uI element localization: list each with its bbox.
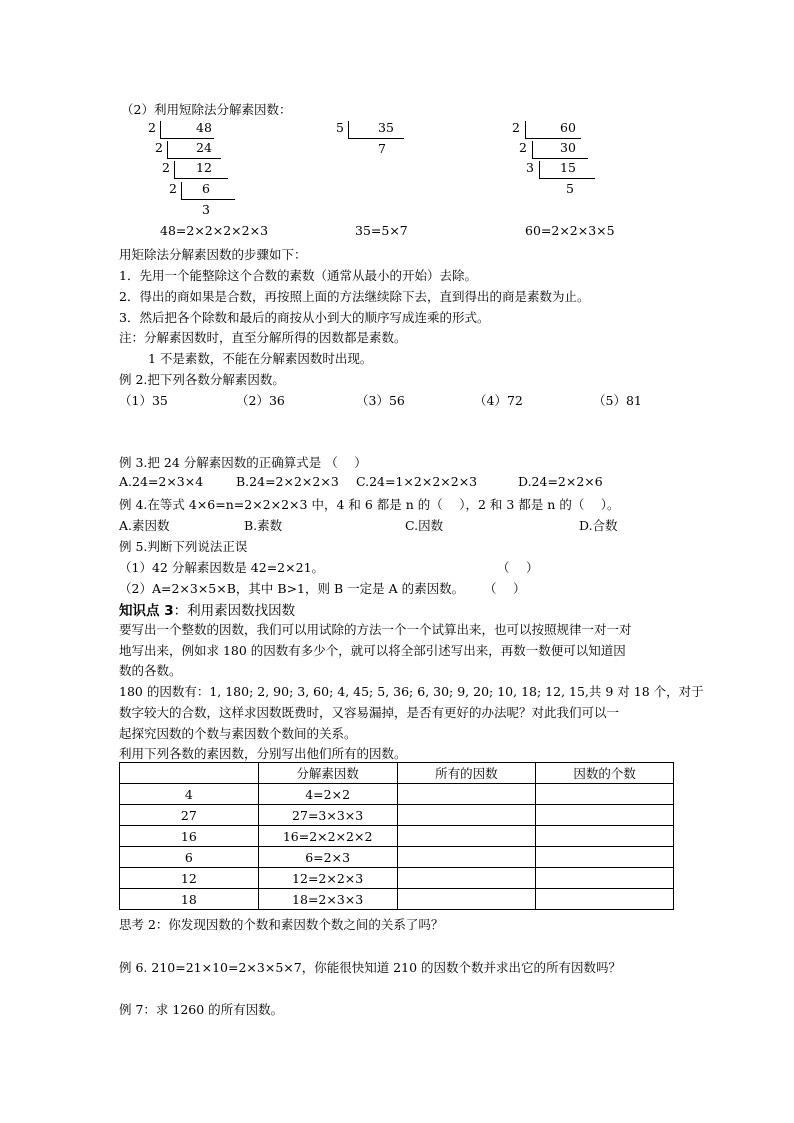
example-2-item: （3）56: [356, 393, 405, 408]
example-5-title: 例 5.判断下列说法正误: [119, 539, 248, 554]
table-cell: [536, 868, 674, 889]
table-cell: [397, 826, 536, 847]
divisor: 2: [169, 181, 177, 196]
table-row: [120, 826, 674, 847]
divisor: 5: [336, 120, 344, 135]
quotient: 12: [196, 160, 212, 175]
answer-blank: （ ）: [497, 560, 539, 575]
note-2: 1 不是素数，不能在分解素因数时出现。: [148, 351, 373, 366]
quotient: 30: [560, 140, 576, 155]
example-2-item: （5）81: [593, 393, 642, 408]
table-row: [120, 868, 674, 889]
table-cell: 18: [120, 889, 259, 910]
quotient: 60: [560, 120, 576, 135]
example-6: 例 6. 210=21×10=2×3×5×7，你能很快知道 210 的因数个数并求出它的所有因数吗？: [119, 960, 622, 975]
table-header: [120, 763, 259, 784]
table-cell: 12=2×2×3: [258, 868, 397, 889]
step-3: 3．然后把各个除数和最后的商按从小到大的顺序写成连乘的形式。: [119, 310, 490, 325]
example-5-item: （1）42 分解素因数是 42=2×21。: [119, 560, 325, 575]
quotient: 5: [566, 181, 574, 196]
table-row: [120, 847, 674, 868]
think-question: 思考 2：你发现因数的个数和素因数个数之间的关系了吗？: [119, 917, 444, 932]
example-7: 例 7：求 1260 的所有因数。: [119, 1002, 284, 1017]
table-cell: 6=2×3: [258, 847, 397, 868]
table-intro: 利用下列各数的素因数，分别写出他们所有的因数。: [119, 746, 407, 761]
example-4-option: A.素因数: [119, 518, 170, 533]
table-header: 分解素因数: [258, 763, 397, 784]
result: 35=5×7: [355, 223, 408, 238]
result: 60=2×2×3×5: [525, 223, 615, 238]
paragraph-line: 数的各数。: [119, 663, 182, 678]
table-cell: [397, 805, 536, 826]
knowledge-point-heading: [119, 599, 295, 619]
example-5-item: （2）A=2×3×5×B，其中 B>1，则 B 一定是 A 的素因数。: [119, 581, 465, 596]
step-2: 2．得出的商如果是合数，再按照上面的方法继续除下去，直到得出的商是素数为止。: [119, 289, 590, 304]
table-header-row: [120, 763, 674, 784]
note-1: 注：分解素因数时，直至分解所得的因数都是素数。: [119, 330, 407, 345]
table-cell: 4=2×2: [258, 784, 397, 805]
quotient: 24: [196, 140, 212, 155]
paragraph-line: 要写出一个整数的因数，我们可以用试除的方法一个一个试算出来，也可以按照规律一对一对: [119, 622, 632, 637]
example-2-title: 例 2.把下列各数分解素因数。: [119, 372, 285, 387]
example-4-title: 例 4.在等式 4×6=n=2×2×2×3 中，4 和 6 都是 n 的（ ），2 和 3 都是 n 的（ ）。: [119, 497, 620, 512]
answer-blank: （ ）: [484, 581, 526, 596]
table-cell: [397, 889, 536, 910]
table-cell: 6: [120, 847, 259, 868]
example-4-option: C.因数: [405, 518, 444, 533]
table-cell: [397, 784, 536, 805]
section-title: （2）利用短除法分解素因数：: [121, 102, 292, 117]
table-cell: 27=3×3×3: [258, 805, 397, 826]
step-1: 1．先用一个能整除这个合数的素数（通常从最小的开始）去除。: [119, 268, 477, 283]
knowledge-point-label: 知识点 3: [119, 603, 174, 619]
quotient: 48: [196, 120, 212, 135]
example-2-item: （2）36: [236, 393, 285, 408]
example-3-title: 例 3.把 24 分解素因数的正确算式是 （ ）: [119, 455, 367, 470]
divisor: 2: [512, 120, 520, 135]
quotient: 15: [560, 160, 576, 175]
example-3-option: D.24=2×2×6: [518, 474, 603, 489]
table-cell: [536, 805, 674, 826]
quotient: 3: [202, 202, 210, 217]
example-3-option: B.24=2×2×2×3: [236, 474, 339, 489]
table-cell: [536, 826, 674, 847]
divisor: 2: [162, 160, 170, 175]
table-row: [120, 805, 674, 826]
paragraph-line: 180 的因数有：1, 180; 2, 90; 3, 60; 4, 45; 5, 36; 6, 30; 9, 20; 10, 18; 12, 15,共 9 对 18 个，对于: [119, 684, 704, 699]
table-cell: 16: [120, 826, 259, 847]
quotient: 7: [378, 141, 386, 156]
quotient: 35: [378, 120, 394, 135]
table-header: 所有的因数: [397, 763, 536, 784]
table-cell: [397, 868, 536, 889]
divisor: 2: [148, 120, 156, 135]
table-cell: 18=2×3×3: [258, 889, 397, 910]
divisor: 3: [526, 160, 534, 175]
divisor: 2: [519, 140, 527, 155]
example-3-option: C.24=1×2×2×2×3: [356, 474, 478, 489]
table-header: 因数的个数: [536, 763, 674, 784]
table-cell: 12: [120, 868, 259, 889]
table-cell: [536, 847, 674, 868]
table-row: [120, 784, 674, 805]
table-cell: 4: [120, 784, 259, 805]
factor-table: [119, 762, 674, 910]
paragraph-line: 地写出来，例如求 180 的因数有多少个，就可以将全部引述写出来，再数一数便可以知道因: [119, 643, 626, 658]
quotient: 6: [202, 181, 210, 196]
paragraph-line: 起探究因数的个数与素因数个数间的关系。: [119, 726, 357, 741]
divisor: 2: [155, 140, 163, 155]
result: 48=2×2×2×2×3: [160, 223, 269, 238]
example-2-item: （1）35: [119, 393, 168, 408]
knowledge-point-title: ：利用素因数找因数: [173, 603, 296, 619]
table-cell: 27: [120, 805, 259, 826]
table-cell: [536, 784, 674, 805]
example-4-option: D.合数: [579, 518, 618, 533]
example-2-item: （4）72: [474, 393, 523, 408]
example-3-option: A.24=2×3×4: [119, 474, 204, 489]
table-row: [120, 889, 674, 910]
table-cell: [536, 889, 674, 910]
table-cell: 16=2×2×2×2: [258, 826, 397, 847]
table-cell: [397, 847, 536, 868]
steps-title: 用矩除法分解素因数的步骤如下：: [119, 247, 307, 262]
example-4-option: B.素数: [244, 518, 283, 533]
paragraph-line: 数字较大的合数，这样求因数既费时，又容易漏掉，是否有更好的办法呢？对此我们可以一: [119, 705, 620, 720]
